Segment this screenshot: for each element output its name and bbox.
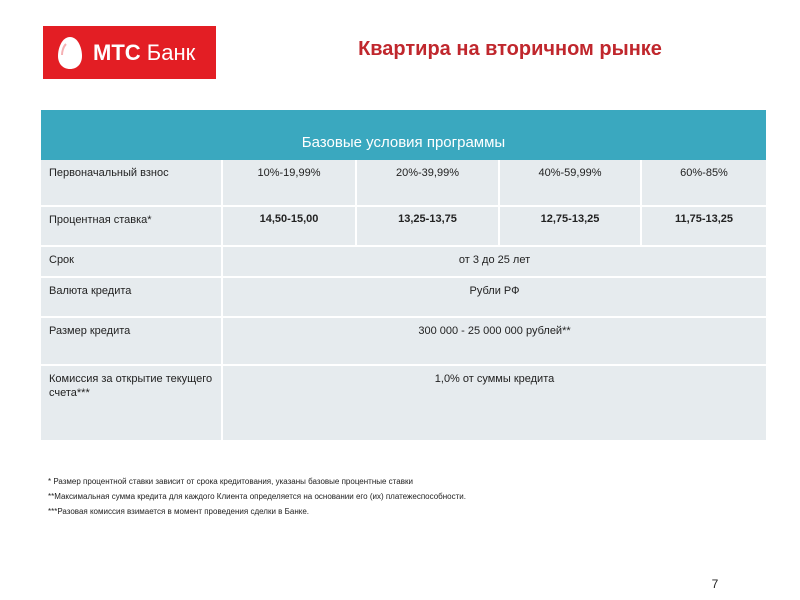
row-label: Комиссия за открытие текущего счета*** — [49, 373, 213, 399]
row-label: Процентная ставка* — [49, 214, 152, 226]
table-cell: 10%-19,99% — [221, 160, 355, 205]
table-cell: 12,75-13,25 — [498, 207, 640, 245]
conditions-table — [41, 110, 766, 440]
row-label: Срок — [49, 254, 74, 266]
table-cell: 13,25-13,75 — [355, 207, 498, 245]
page-number: 7 — [711, 577, 719, 591]
table-row-commission — [41, 366, 766, 440]
page-title: Квартира на вторичном рынке — [358, 38, 662, 60]
table-cell: 11,75-13,25 — [640, 207, 766, 245]
table-cell: 60%-85% — [640, 160, 766, 205]
egg-logo-icon — [57, 36, 83, 70]
table-cell: 300 000 - 25 000 000 рублей** — [221, 318, 766, 364]
table-row-down-payment — [41, 160, 766, 207]
table-cell: 40%-59,99% — [498, 160, 640, 205]
table-cell: 20%-39,99% — [355, 160, 498, 205]
mts-bank-logo — [43, 26, 216, 79]
table-row-term — [41, 247, 766, 278]
table-row-interest-rate — [41, 207, 766, 247]
table-title: Базовые условия программы — [41, 110, 766, 160]
row-label: Первоначальный взнос — [49, 167, 169, 179]
table-row-currency — [41, 278, 766, 318]
table-cell: 14,50-15,00 — [221, 207, 355, 245]
table-cell: 1,0% от суммы кредита — [221, 366, 766, 440]
table-cell: от 3 до 25 лет — [221, 247, 766, 276]
footnote: * Размер процентной ставки зависит от срока кредитования, указаны базовые процентные ставки — [48, 477, 413, 486]
row-label: Валюта кредита — [49, 285, 132, 297]
logo-brand: МТС — [93, 40, 141, 65]
footnote: **Максимальная сумма кредита для каждого Клиента определяется на основании его (их) платежеспособности. — [48, 492, 466, 501]
logo-text — [93, 39, 195, 67]
table-row-loan-amount — [41, 318, 766, 366]
footnotes — [48, 474, 768, 519]
table-cell: Рубли РФ — [221, 278, 766, 316]
footnote: ***Разовая комиссия взимается в момент проведения сделки в Банке. — [48, 507, 310, 516]
logo-product: Банк — [146, 40, 196, 65]
row-label: Размер кредита — [49, 325, 131, 337]
